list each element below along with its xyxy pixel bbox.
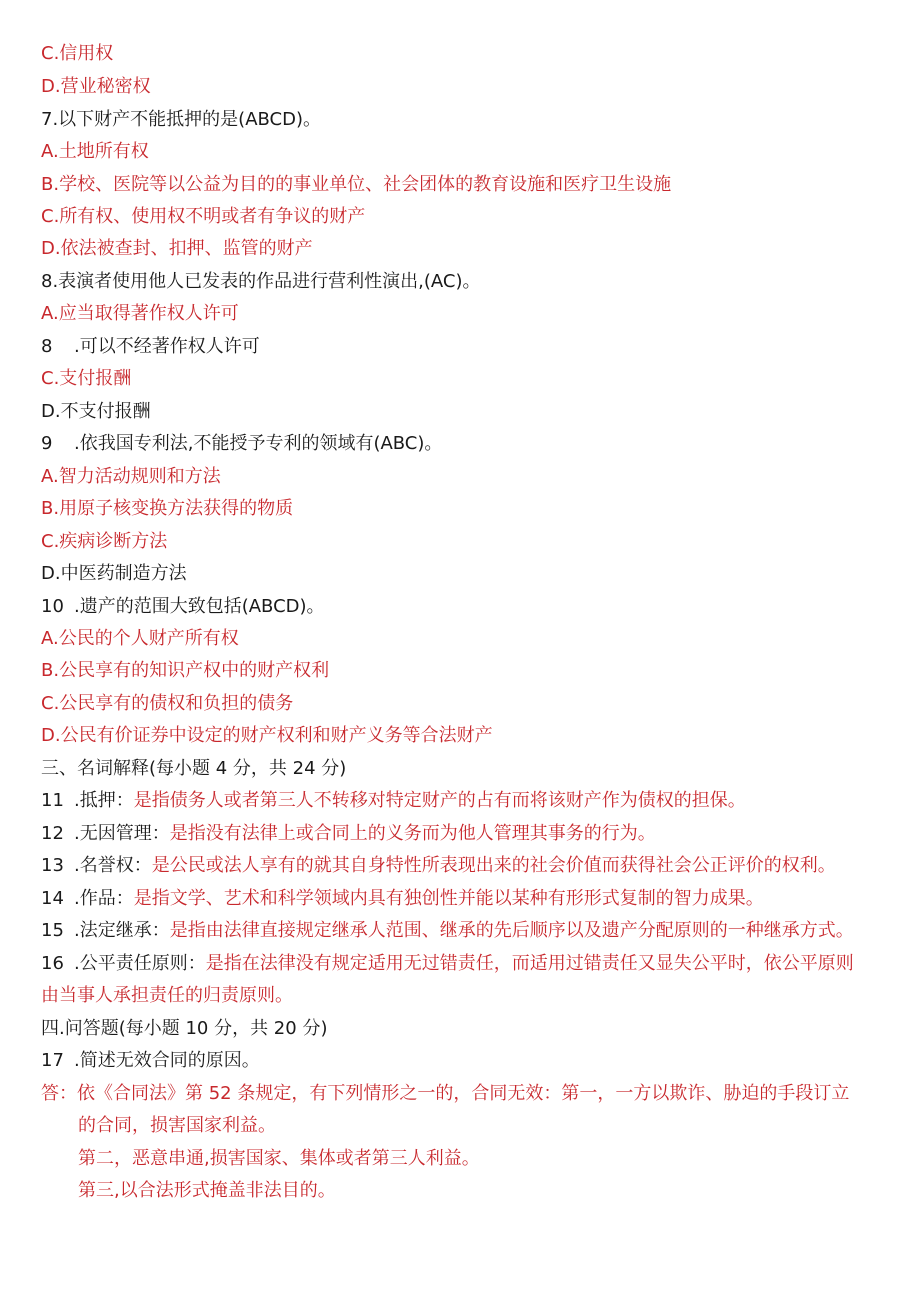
- term-item-13: [41, 853, 836, 879]
- option-q8-c: C.支付报酬: [41, 368, 132, 389]
- option-q9-c: C.疾病诊断方法: [41, 531, 168, 552]
- term-number: 15: [41, 920, 64, 941]
- question-10-stem: [41, 594, 325, 620]
- term-number: 14: [41, 888, 64, 909]
- question-10-text: .遗产的范围大致包括(ABCD)。: [74, 596, 325, 617]
- option-q10-a: A.公民的个人财产所有权: [41, 628, 239, 649]
- term-name: .作品：: [74, 888, 134, 909]
- term-item-12: [41, 821, 656, 847]
- term-definition: 是指文学、艺术和科学领域内具有独创性并能以某种有形形式复制的智力成果。: [133, 888, 764, 909]
- term-name: .无因管理：: [74, 823, 170, 844]
- term-item-16: [41, 951, 854, 977]
- option-q9-d: D.中医药制造方法: [41, 563, 187, 584]
- question-17-number: 17: [41, 1050, 64, 1071]
- answer-text: 依《合同法》第 52 条规定，有下列情形之一的，合同无效：第一，一方以欺诈、胁迫的手段订立: [77, 1083, 850, 1104]
- option-q7-b: B.学校、医院等以公益为目的的事业单位、社会团体的教育设施和医疗卫生设施: [41, 174, 672, 195]
- question-9-stem: [41, 431, 442, 457]
- option-q7-c: C.所有权、使用权不明或者有争议的财产: [41, 206, 366, 227]
- option-q6-c: C.信用权: [41, 43, 114, 64]
- option-q6-d: D.营业秘密权: [41, 76, 151, 97]
- term-definition: 是公民或法人享有的就其自身特性所表现出来的社会价值而获得社会公正评价的权利。: [151, 855, 836, 876]
- section-4-heading: 四.问答题(每小题 10 分，共 20 分): [41, 1018, 328, 1039]
- term-number: 11: [41, 790, 64, 811]
- term-item-15: [41, 918, 854, 944]
- term-item-16-continuation: 由当事人承担责任的归责原则。: [41, 985, 293, 1006]
- option-q9-a: A.智力活动规则和方法: [41, 466, 221, 487]
- option-q7-d: D.依法被查封、扣押、监管的财产: [41, 238, 313, 259]
- term-number: 12: [41, 823, 64, 844]
- question-17-stem: [41, 1048, 260, 1074]
- term-number: 16: [41, 953, 64, 974]
- term-name: .法定继承：: [74, 920, 170, 941]
- term-definition: 是指由法律直接规定继承人范围、继承的先后顺序以及遗产分配原则的一种继承方式。: [169, 920, 854, 941]
- question-9-text: .依我国专利法,不能授予专利的领域有(ABC)。: [74, 433, 443, 454]
- option-q9-b: B.用原子核变换方法获得的物质: [41, 498, 294, 519]
- question-8-stem: 8.表演者使用他人已发表的作品进行营利性演出,(AC)。: [41, 271, 481, 292]
- option-q10-c: C.公民享有的债权和负担的债务: [41, 693, 294, 714]
- answer-line-3: 第二，恶意串通,损害国家、集体或者第三人利益。: [78, 1148, 480, 1169]
- term-definition: 是指没有法律上或合同上的义务而为他人管理其事务的行为。: [169, 823, 656, 844]
- term-name: .公平责任原则：: [74, 953, 206, 974]
- option-q8-a: A.应当取得著作权人许可: [41, 303, 239, 324]
- option-q8-d: D.不支付报酬: [41, 401, 151, 422]
- answer-label: 答：: [41, 1083, 77, 1104]
- option-q8-b: [41, 334, 260, 360]
- option-q10-b: B.公民享有的知识产权中的财产权利: [41, 660, 330, 681]
- question-7-stem: 7.以下财产不能抵押的是(ABCD)。: [41, 109, 321, 130]
- term-definition: 是指债务人或者第三人不转移对特定财产的占有而将该财产作为债权的担保。: [133, 790, 746, 811]
- answer-line-1: [41, 1081, 849, 1107]
- term-number: 13: [41, 855, 64, 876]
- option-q10-d: D.公民有价证券中设定的财产权利和财产义务等合法财产: [41, 725, 493, 746]
- term-item-14: [41, 886, 764, 912]
- answer-line-4: 第三,以合法形式掩盖非法目的。: [78, 1180, 336, 1201]
- question-9-number: 9: [41, 433, 53, 454]
- question-10-number: 10: [41, 596, 64, 617]
- term-name: .抵押：: [74, 790, 134, 811]
- option-q8-b-text: .可以不经著作权人许可: [74, 336, 260, 357]
- option-q7-a: A.土地所有权: [41, 141, 149, 162]
- term-item-11: [41, 788, 746, 814]
- question-17-text: .简述无效合同的原因。: [74, 1050, 260, 1071]
- answer-line-2: 的合同，损害国家利益。: [78, 1115, 276, 1136]
- term-name: .名誉权：: [74, 855, 152, 876]
- term-definition: 是指在法律没有规定适用无过错责任，而适用过错责任又显失公平时，依公平原则: [205, 953, 854, 974]
- option-q8-b-number: 8: [41, 336, 53, 357]
- section-3-heading: 三、名词解释(每小题 4 分，共 24 分): [41, 758, 347, 779]
